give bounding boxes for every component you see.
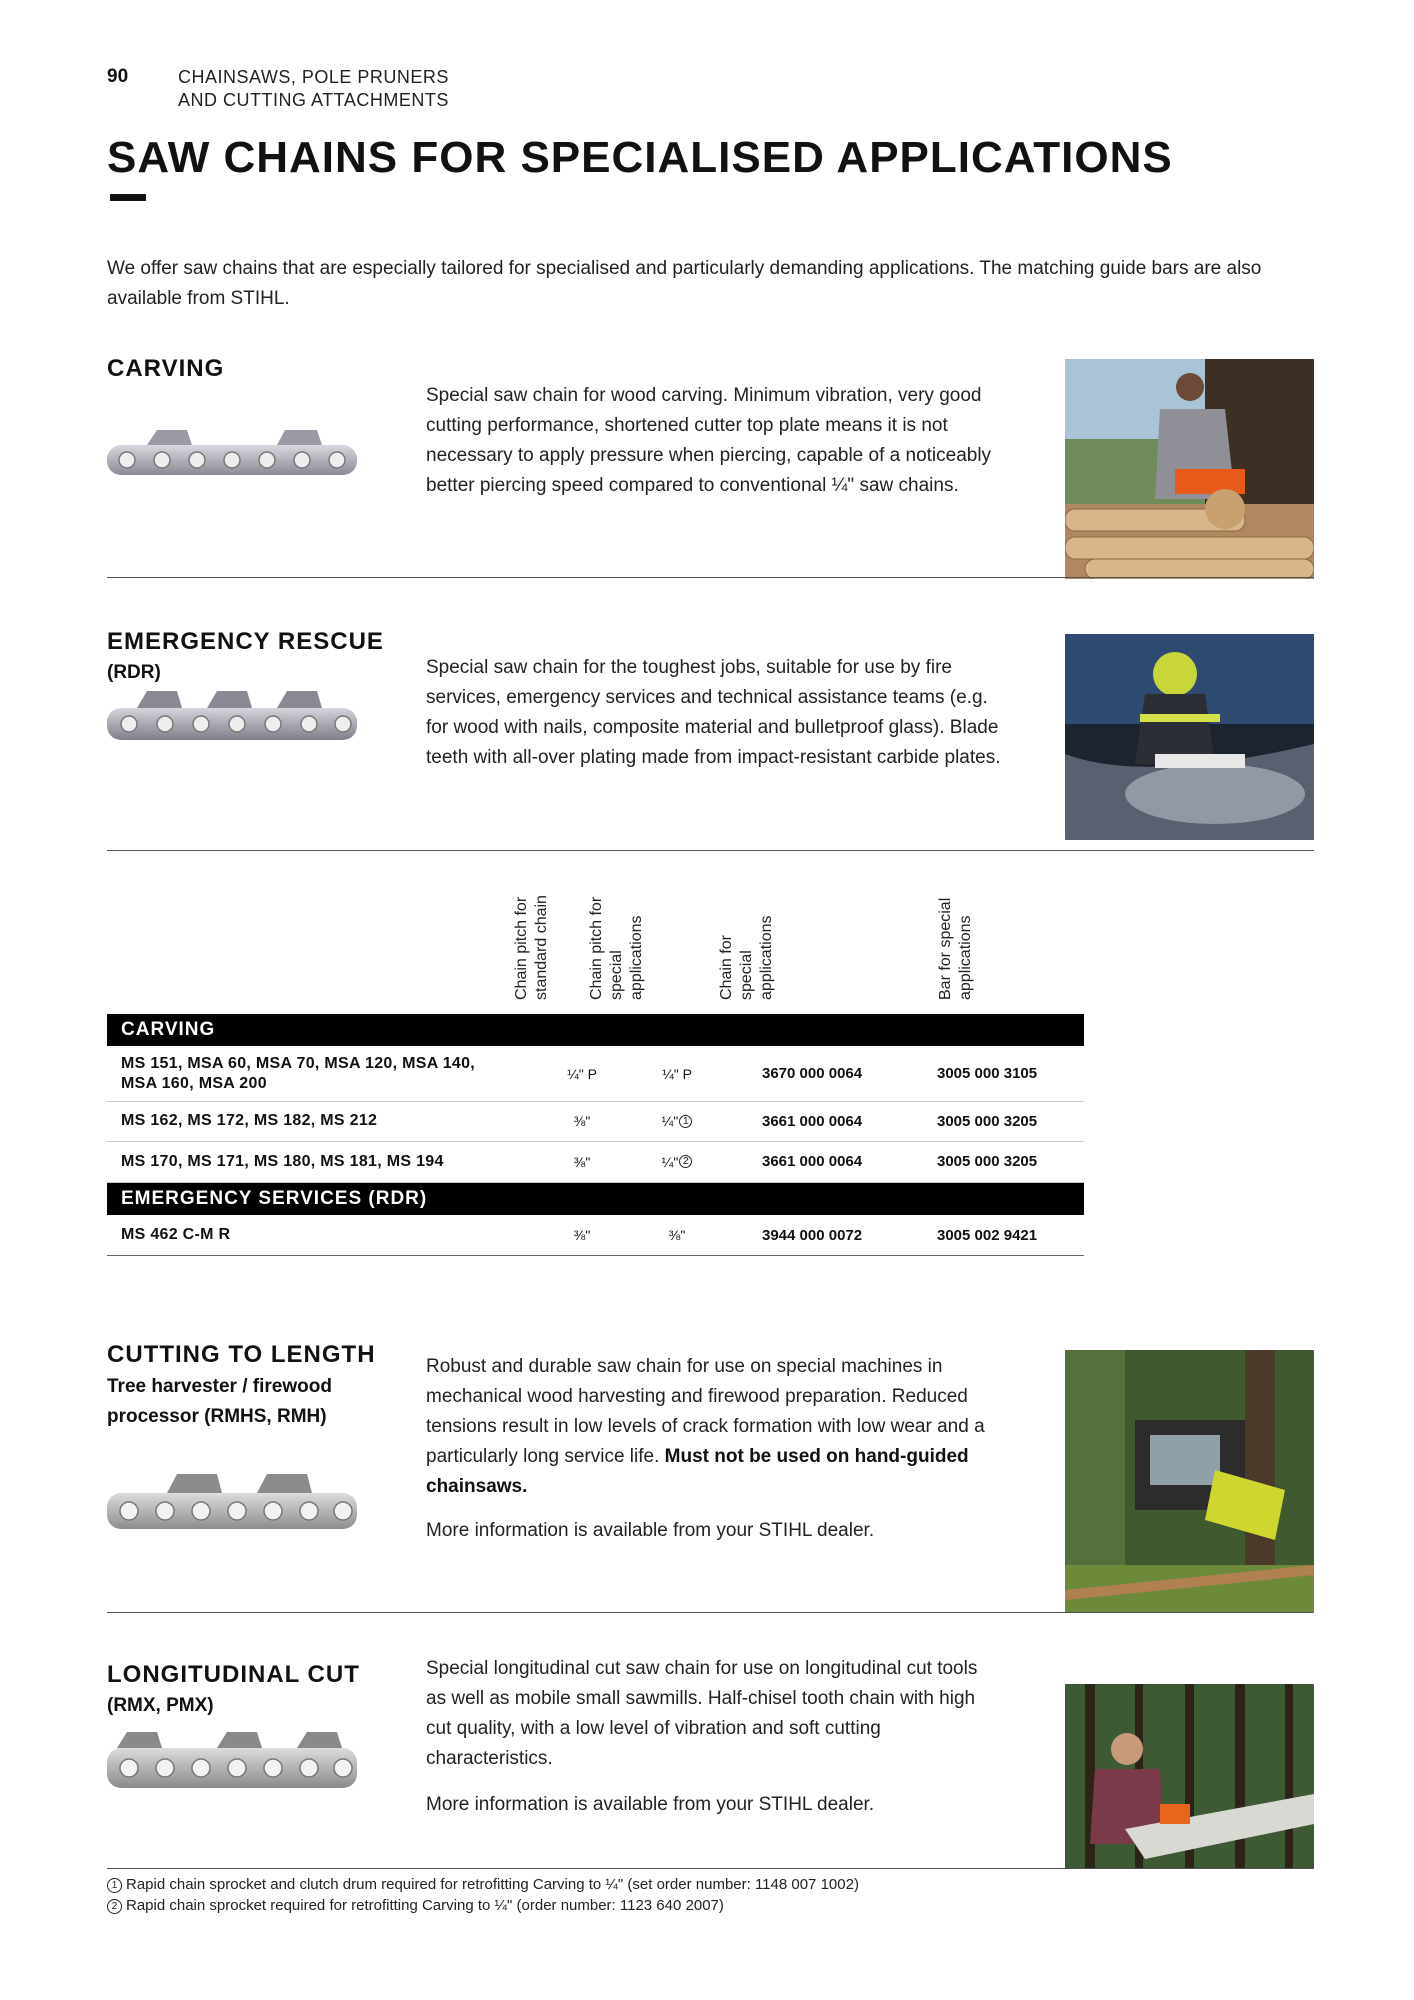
cell-chain-number: 3661 000 0064 <box>762 1153 863 1170</box>
footnote-marker: 2 <box>679 1155 692 1168</box>
footnote-text: Rapid chain sprocket required for retrofitting Carving to ¼" (order number: 1123 640 2007) <box>126 1897 724 1914</box>
cutting-description-text: Robust and durable saw chain for use on special machines in mechanical wood harvesting and firewood preparation. Reduced tensions result in low levels of crack formation with low wear and a particularly long service life. <box>426 1356 985 1467</box>
cell-model: MS 162, MS 172, MS 182, MS 212 <box>121 1112 378 1129</box>
cell-pitch-special: ⅜" <box>668 1227 686 1243</box>
cell-chain-number: 3670 000 0064 <box>762 1065 863 1082</box>
cutting-description <box>426 1352 1001 1502</box>
page-title: SAW CHAINS FOR SPECIALISED APPLICATIONS <box>107 133 1173 182</box>
page-number: 90 <box>107 66 129 87</box>
cell-pitch-special <box>647 1141 707 1182</box>
cell-bar-number: 3005 000 3205 <box>937 1153 1038 1170</box>
col-header-pitch-special: Chain pitch for special applications <box>588 896 645 1000</box>
longitudinal-heading: LONGITUDINAL CUT <box>107 1661 360 1688</box>
pitch-value: ¼" <box>661 1153 679 1170</box>
col-header-bar-special: Bar for special applications <box>937 897 974 1000</box>
rescue-description: Special saw chain for the toughest jobs, suitable for use by fire services, emergency services and technical assistance teams (e.g. for wood with nails, composite material and bulletproof glass). Blade teeth with all-over plating made from impact-resistant carbide plates. <box>426 657 1001 768</box>
rescue-chain-image <box>107 683 357 763</box>
section-label-line1: CHAINSAWS, POLE PRUNERS <box>178 67 449 87</box>
footnote-number: 2 <box>107 1899 122 1914</box>
footnote-2 <box>107 1895 859 1916</box>
table-row <box>107 1215 1084 1256</box>
cell-model: MS 462 C-M R <box>121 1226 231 1243</box>
pitch-value: ¼" <box>661 1113 679 1129</box>
cell-pitch-special: ¼" P <box>662 1065 692 1082</box>
cell-bar-number: 3005 000 3105 <box>937 1065 1038 1082</box>
cutting-photo <box>1065 1350 1314 1613</box>
cutting-subtitle-line2: processor (RMHS, RMH) <box>107 1406 327 1427</box>
table-row <box>107 1141 1084 1183</box>
cutting-subtitle <box>107 1372 332 1432</box>
longitudinal-divider <box>107 1868 1314 1869</box>
carving-divider <box>107 577 1314 578</box>
cell-model: MS 170, MS 171, MS 180, MS 181, MS 194 <box>121 1152 444 1170</box>
longitudinal-description: Special longitudinal cut saw chain for use on longitudinal cut tools as well as mobile small sawmills. Half-chisel tooth chain with high cut quality, with a low level of vibration and soft cutting characteristics. <box>426 1658 978 1769</box>
intro-paragraph: We offer saw chains that are especially tailored for specialised and particularly demanding applications. The matching guide bars are also available from STIHL. <box>107 258 1262 309</box>
footnotes <box>107 1874 859 1916</box>
col-header-chain-special: Chain for special applications <box>718 915 775 1000</box>
cutting-chain-image <box>107 1468 357 1548</box>
longitudinal-subtitle: (RMX, PMX) <box>107 1695 214 1716</box>
rescue-subtitle: (RDR) <box>107 662 161 683</box>
footnote-marker: 1 <box>679 1115 692 1128</box>
cell-chain-number: 3944 000 0072 <box>762 1226 863 1244</box>
carving-heading: CARVING <box>107 355 225 382</box>
carving-photo <box>1065 359 1314 579</box>
longitudinal-chain-image <box>107 1728 357 1808</box>
cutting-divider <box>107 1612 1314 1613</box>
rescue-photo <box>1065 634 1314 840</box>
cutting-subtitle-line1: Tree harvester / firewood <box>107 1376 332 1397</box>
rescue-divider <box>107 850 1314 851</box>
cell-pitch-standard: ¼" P <box>567 1065 597 1082</box>
cell-pitch-standard: ⅜" <box>573 1227 591 1243</box>
longitudinal-photo <box>1065 1684 1314 1869</box>
cell-model: MS 151, MSA 60, MSA 70, MSA 120, MSA 140, MSA 160, MSA 200 <box>121 1054 476 1092</box>
footnote-1 <box>107 1874 859 1895</box>
carving-description: Special saw chain for wood carving. Minimum vibration, very good cutting performance, shortened cutter top plate means it is not necessary to apply pressure when piercing, capable of a noticeably better piercing speed compared to conventional ¼" saw chains. <box>426 385 992 496</box>
cutting-warning: Must not be used on hand-guided chainsaws. <box>426 1446 969 1497</box>
col-header-pitch-standard: Chain pitch for standard chain <box>513 895 550 1000</box>
cell-pitch-special <box>647 1101 707 1141</box>
longitudinal-more-info: More information is available from your STIHL dealer. <box>426 1794 875 1815</box>
footnote-text: Rapid chain sprocket and clutch drum required for retrofitting Carving to ¼" (set order number: 1148 007 1002) <box>126 1876 859 1893</box>
table-group-header: CARVING <box>107 1014 1084 1046</box>
cutting-heading: CUTTING TO LENGTH <box>107 1341 376 1368</box>
rescue-heading: EMERGENCY RESCUE <box>107 628 384 655</box>
section-label <box>178 66 449 112</box>
section-label-line2: AND CUTTING ATTACHMENTS <box>178 90 449 110</box>
cell-bar-number: 3005 002 9421 <box>937 1226 1038 1244</box>
cutting-more-info: More information is available from your STIHL dealer. <box>426 1520 875 1541</box>
table-row <box>107 1101 1084 1142</box>
table-group-header: EMERGENCY SERVICES (RDR) <box>107 1183 1084 1215</box>
cell-chain-number: 3661 000 0064 <box>762 1112 863 1130</box>
table-row <box>107 1046 1084 1102</box>
footnote-number: 1 <box>107 1878 122 1893</box>
cell-pitch-standard: ⅜" <box>573 1113 591 1129</box>
cell-pitch-standard: ⅜" <box>573 1153 591 1170</box>
cell-bar-number: 3005 000 3205 <box>937 1112 1038 1130</box>
carving-chain-image <box>107 415 357 495</box>
title-underline <box>110 194 146 201</box>
